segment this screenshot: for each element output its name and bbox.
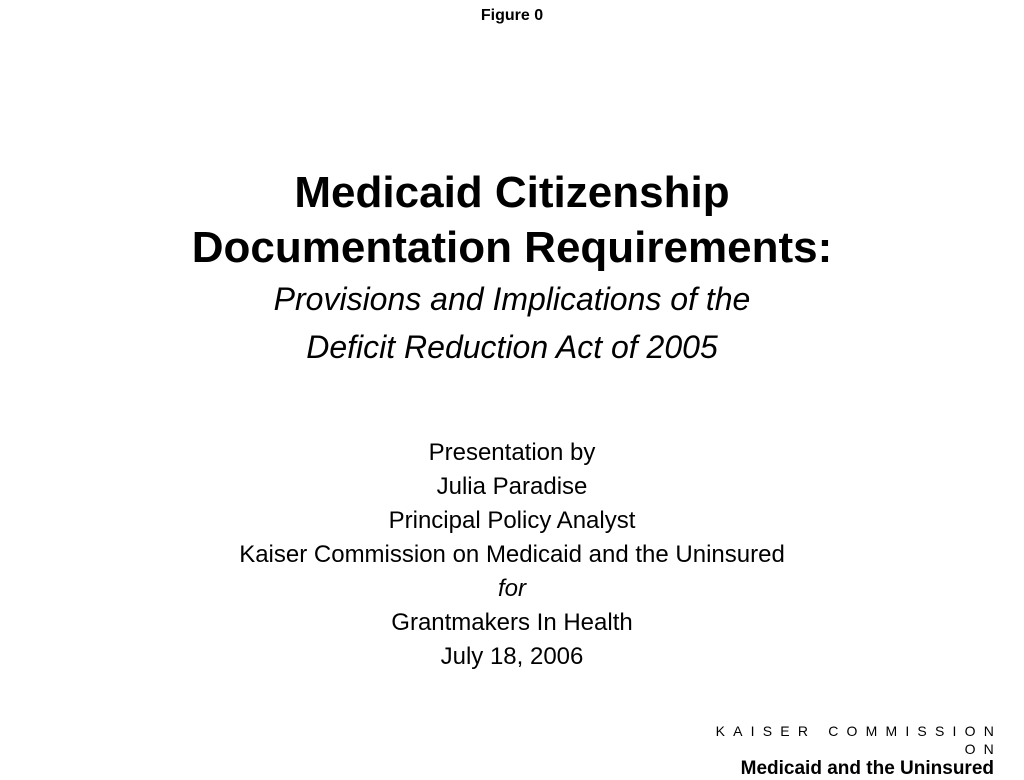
kaiser-logo [686, 722, 1002, 780]
subtitle-line-1: Provisions and Implications of the [273, 281, 751, 317]
title-line-2: Documentation Requirements: [191, 223, 833, 272]
presentation-date: July 18, 2006 [440, 643, 584, 670]
logo-top-text: KAISER COMMISSION ON [715, 723, 1002, 757]
audience: Grantmakers In Health [391, 609, 633, 636]
for-word: for [497, 575, 526, 602]
presenter-organization: Kaiser Commission on Medicaid and the Uninsured [239, 541, 785, 568]
logo-bottom-text: Medicaid and the Uninsured [740, 758, 994, 779]
presenter-role: Principal Policy Analyst [388, 507, 636, 534]
subtitle-line-2: Deficit Reduction Act of 2005 [306, 329, 718, 365]
presenter-name: Julia Paradise [436, 473, 588, 500]
presenter-block [0, 436, 1024, 674]
presentation-by: Presentation by [428, 439, 596, 466]
title-line-1: Medicaid Citizenship [294, 168, 730, 217]
title-block [0, 165, 1024, 371]
figure-label: Figure 0 [480, 7, 544, 24]
